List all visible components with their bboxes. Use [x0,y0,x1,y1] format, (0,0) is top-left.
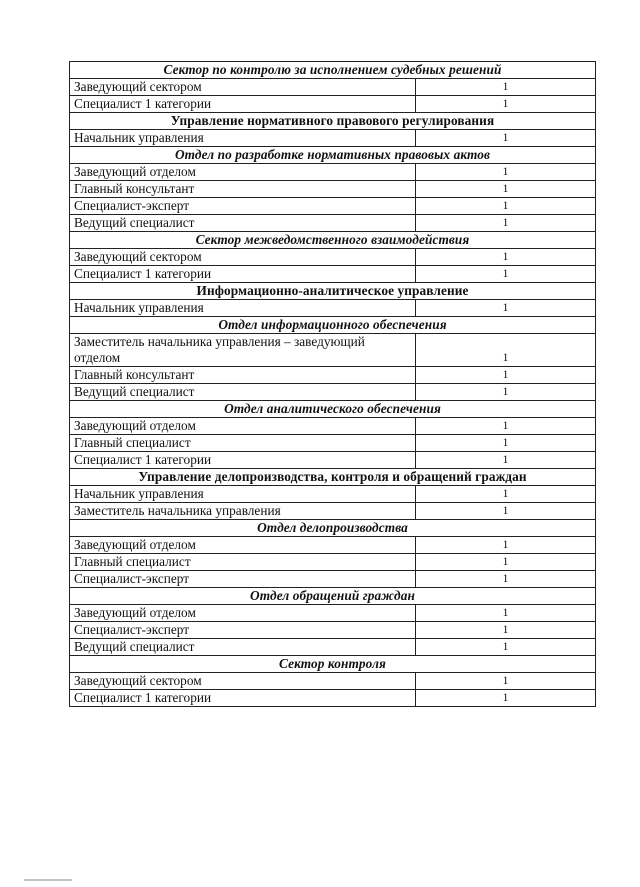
position-row [70,367,596,384]
section-header-row [70,113,596,130]
position-row [70,486,596,503]
position-title: Заведующий сектором [70,249,416,266]
section-header: Отдел информационного обеспечения [70,317,596,334]
position-title: Специалист 1 категории [70,266,416,283]
section-header-row [70,317,596,334]
position-count: 1 [416,198,596,215]
section-header: Информационно-аналитическое управление [70,283,596,300]
position-count: 1 [416,79,596,96]
position-title: Заведующий отделом [70,605,416,622]
section-header: Сектор по контролю за исполнением судебных решений [70,62,596,79]
section-header-row [70,147,596,164]
position-row [70,554,596,571]
position-count: 1 [416,639,596,656]
position-count: 1 [416,452,596,469]
position-title: Заведующий отделом [70,164,416,181]
position-count: 1 [416,435,596,452]
position-title: Начальник управления [70,486,416,503]
position-count: 1 [416,300,596,317]
section-header: Отдел делопроизводства [70,520,596,537]
section-header: Отдел аналитического обеспечения [70,401,596,418]
position-title: Специалист 1 категории [70,452,416,469]
position-row [70,96,596,113]
position-title: Специалист 1 категории [70,690,416,707]
section-header-row [70,520,596,537]
position-title: Ведущий специалист [70,384,416,401]
position-row [70,435,596,452]
position-title: Заведующий сектором [70,79,416,96]
scan-artifact [24,879,72,881]
position-title: Главный специалист [70,554,416,571]
position-count: 1 [416,690,596,707]
position-count: 1 [416,266,596,283]
position-row [70,334,596,367]
position-row [70,300,596,317]
position-title: Ведущий специалист [70,639,416,656]
position-title: Главный консультант [70,367,416,384]
position-row [70,215,596,232]
section-header: Отдел обращений граждан [70,588,596,605]
section-header: Управление делопроизводства, контроля и обращений граждан [70,469,596,486]
section-header: Сектор межведомственного взаимодействия [70,232,596,249]
position-title: Начальник управления [70,130,416,147]
position-count: 1 [416,249,596,266]
position-row [70,266,596,283]
position-title: Заведующий отделом [70,418,416,435]
position-count: 1 [416,571,596,588]
position-row [70,164,596,181]
position-row [70,622,596,639]
position-row [70,605,596,622]
position-row [70,537,596,554]
position-title: Главный специалист [70,435,416,452]
section-header: Отдел по разработке нормативных правовых актов [70,147,596,164]
position-title: Специалист-эксперт [70,622,416,639]
position-count: 1 [416,673,596,690]
position-title: Заведующий сектором [70,673,416,690]
position-row [70,79,596,96]
position-count: 1 [416,554,596,571]
position-count: 1 [416,537,596,554]
position-title: Заместитель начальника управления – заведующий отделом [70,334,416,367]
position-count: 1 [416,96,596,113]
staff-table-body [70,62,596,707]
position-row [70,690,596,707]
staff-table [69,61,596,707]
position-title: Ведущий специалист [70,215,416,232]
position-count: 1 [416,215,596,232]
section-header-row [70,283,596,300]
position-count: 1 [416,622,596,639]
position-count: 1 [416,486,596,503]
section-header-row [70,469,596,486]
section-header-row [70,232,596,249]
position-row [70,130,596,147]
position-title: Специалист 1 категории [70,96,416,113]
position-row [70,452,596,469]
position-title: Специалист-эксперт [70,198,416,215]
position-count: 1 [416,503,596,520]
position-count: 1 [416,384,596,401]
position-title: Главный консультант [70,181,416,198]
position-row [70,673,596,690]
section-header: Управление нормативного правового регулирования [70,113,596,130]
position-row [70,418,596,435]
section-header-row [70,588,596,605]
position-row [70,503,596,520]
position-title: Заведующий отделом [70,537,416,554]
position-count: 1 [416,367,596,384]
position-row [70,181,596,198]
position-count: 1 [416,334,596,367]
position-row [70,249,596,266]
section-header: Сектор контроля [70,656,596,673]
position-count: 1 [416,164,596,181]
position-row [70,384,596,401]
section-header-row [70,401,596,418]
position-row [70,571,596,588]
position-row [70,639,596,656]
position-count: 1 [416,181,596,198]
position-count: 1 [416,418,596,435]
section-header-row [70,656,596,673]
position-count: 1 [416,605,596,622]
position-title: Специалист-эксперт [70,571,416,588]
position-title: Начальник управления [70,300,416,317]
position-row [70,198,596,215]
position-title: Заместитель начальника управления [70,503,416,520]
position-count: 1 [416,130,596,147]
section-header-row [70,62,596,79]
